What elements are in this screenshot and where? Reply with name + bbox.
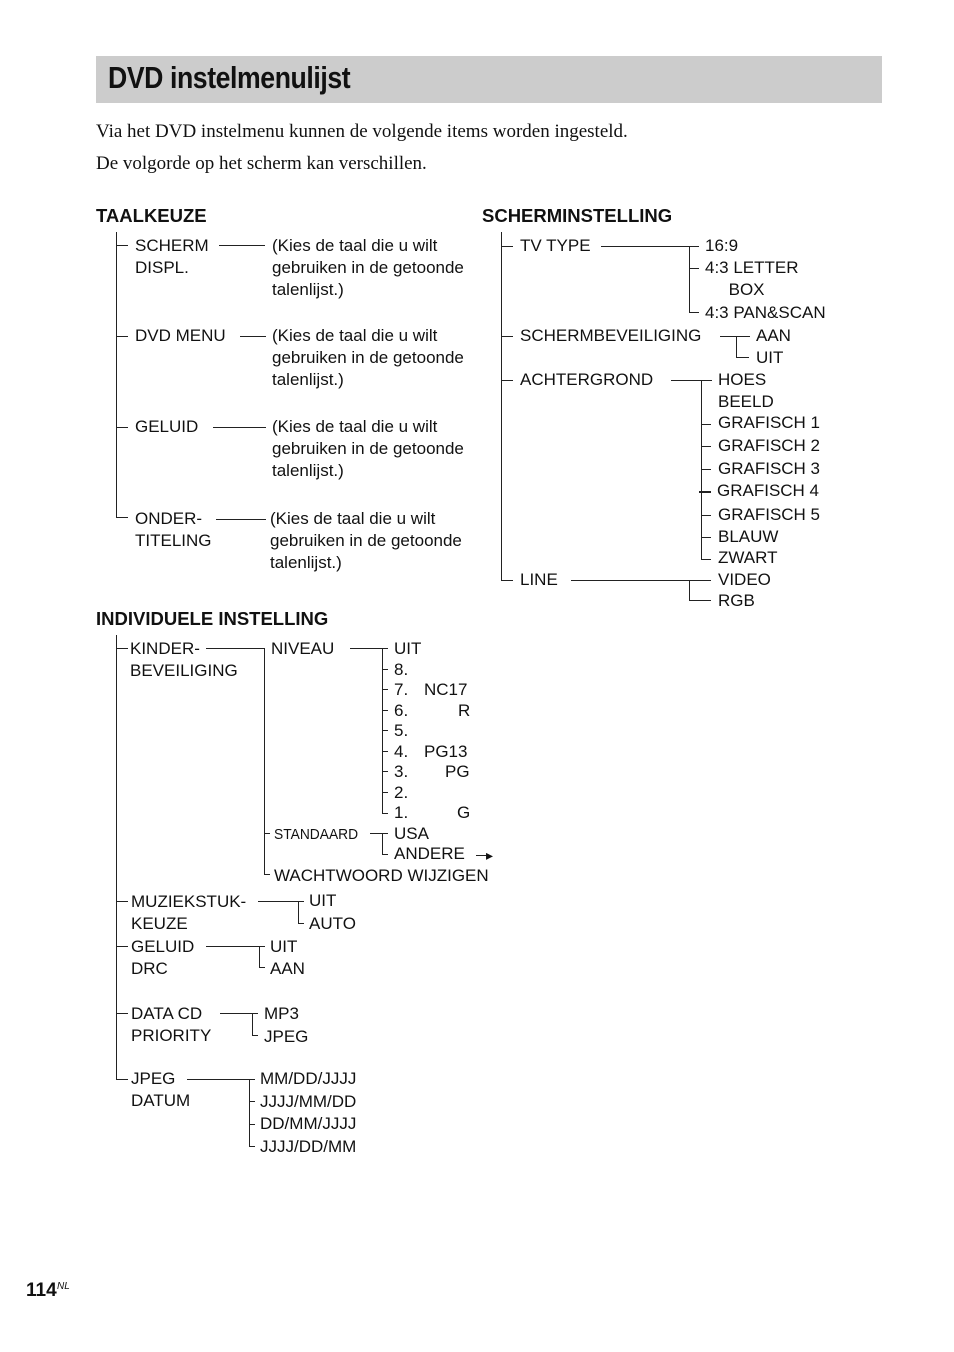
niveau-level-1: 1. <box>394 803 409 822</box>
geluid-drc-option-uit: UIT <box>270 937 298 956</box>
niveau-rating-r: R <box>458 701 471 720</box>
achtergrond-option-grafisch-5: GRAFISCH 5 <box>718 505 821 524</box>
jpeg-datum-option-2: JJJJ/MM/DD <box>260 1092 357 1111</box>
page-title: DVD instelmenulijst <box>108 60 351 95</box>
taalkeuze-geluid-label: GELUID <box>135 417 199 436</box>
achtergrond-option-zwart: ZWART <box>718 548 778 567</box>
tvtype-option-panscan: 4:3 PAN&SCAN <box>705 303 826 322</box>
schermbeveiliging-option-aan: AAN <box>756 326 791 345</box>
jpeg-datum-option-1: MM/DD/JJJJ <box>260 1069 357 1088</box>
jpeg-datum-label: JPEG DATUM <box>131 1069 191 1110</box>
geluid-drc-option-aan: AAN <box>270 959 305 978</box>
taalkeuze-dvdmenu-note: (Kies de taal die u wilt gebruiken in de getoonde talenlijst.) <box>272 326 464 389</box>
standaard-option-andere: ANDERE <box>394 844 465 863</box>
line-option-video: VIDEO <box>718 570 771 589</box>
taalkeuze-ondertiteling-label: ONDER- TITELING <box>135 509 212 550</box>
niveau-level-uit: UIT <box>394 639 422 658</box>
standaard-option-usa: USA <box>394 824 429 843</box>
taalkeuze-ondertiteling-note: (Kies de taal die u wilt gebruiken in de getoonde talenlijst.) <box>270 509 462 572</box>
jpeg-datum-option-4: JJJJ/DD/MM <box>260 1137 357 1156</box>
taalkeuze-trunk <box>116 232 117 517</box>
wachtwoord-wijzigen: WACHTWOORD WIJZIGEN <box>274 866 489 885</box>
data-cd-option-mp3: MP3 <box>264 1004 299 1023</box>
scherminstelling-trunk <box>501 232 502 580</box>
achtergrond-option-grafisch-2: GRAFISCH 2 <box>718 436 821 455</box>
scherminstelling-heading: SCHERMINSTELLING <box>482 205 673 226</box>
jpeg-datum-option-3: DD/MM/JJJJ <box>260 1114 357 1133</box>
page-number: 114 <box>26 1280 57 1301</box>
data-cd-option-jpeg: JPEG <box>264 1027 309 1046</box>
tvtype-label: TV TYPE <box>520 236 591 255</box>
individuele-heading: INDIVIDUELE INSTELLING <box>96 608 329 629</box>
niveau-rating-pg13: PG13 <box>424 742 468 761</box>
taalkeuze-geluid-note: (Kies de taal die u wilt gebruiken in de getoonde talenlijst.) <box>272 417 464 480</box>
muziekstuk-label: MUZIEKSTUK- KEUZE <box>131 892 247 933</box>
kinderbeveiliging-label: KINDER- BEVEILIGING <box>130 639 238 680</box>
title-banner <box>96 56 882 103</box>
achtergrond-option-grafisch-1: GRAFISCH 1 <box>718 413 821 432</box>
intro-line-1: Via het DVD instelmenu kunnen de volgende items worden ingesteld. <box>96 121 628 142</box>
intro-line-2: De volgorde op het scherm kan verschillen. <box>96 153 427 174</box>
niveau-label: NIVEAU <box>271 639 335 658</box>
niveau-level-6: 6. <box>394 701 409 720</box>
achtergrond-label: ACHTERGROND <box>520 370 654 389</box>
niveau-level-3: 3. <box>394 762 409 781</box>
taalkeuze-dvdmenu-label: DVD MENU <box>135 326 226 345</box>
niveau-level-2: 2. <box>394 783 409 802</box>
schermbeveiliging-label: SCHERMBEVEILIGING <box>520 326 702 345</box>
muziekstuk-option-auto: AUTO <box>309 914 356 933</box>
niveau-level-5: 5. <box>394 721 409 740</box>
achtergrond-option-grafisch-4: GRAFISCH 4 <box>717 481 820 500</box>
line-option-rgb: RGB <box>718 591 755 610</box>
taalkeuze-scherm-label: SCHERM DISPL. <box>135 236 209 277</box>
taalkeuze-heading: TAALKEUZE <box>96 205 207 226</box>
arrow-right-icon: ▸ <box>486 847 494 863</box>
data-cd-label: DATA CD PRIORITY <box>131 1004 212 1045</box>
niveau-level-7: 7. <box>394 680 409 699</box>
achtergrond-option-hoes-beeld: HOES BEELD <box>718 370 774 411</box>
geluid-drc-label: GELUID DRC <box>131 937 195 978</box>
line-label: LINE <box>520 570 558 589</box>
niveau-rating-g: G <box>457 803 471 822</box>
schermbeveiliging-option-uit: UIT <box>756 348 784 367</box>
achtergrond-option-blauw: BLAUW <box>718 527 779 546</box>
niveau-rating-nc17: NC17 <box>424 680 468 699</box>
niveau-level-8: 8. <box>394 660 409 679</box>
achtergrond-option-grafisch-3: GRAFISCH 3 <box>718 459 821 478</box>
niveau-level-4: 4. <box>394 742 409 761</box>
taalkeuze-scherm-note: (Kies de taal die u wilt gebruiken in de getoonde talenlijst.) <box>272 236 464 299</box>
muziekstuk-option-uit: UIT <box>309 891 337 910</box>
niveau-rating-pg: PG <box>445 762 470 781</box>
tvtype-option-letterbox: 4:3 LETTER BOX <box>705 258 799 299</box>
standaard-label: STANDAARD <box>274 826 359 843</box>
tvtype-option-169: 16:9 <box>705 236 739 255</box>
page-language-suffix: NL <box>57 1281 70 1292</box>
